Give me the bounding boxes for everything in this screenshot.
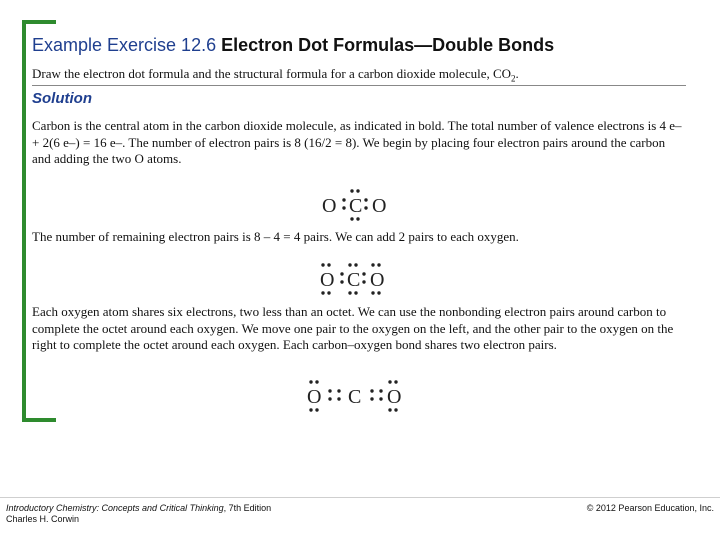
- oxygen-atom-right: O: [387, 386, 402, 408]
- lewis-structure-step-1: [316, 184, 396, 224]
- book-edition: , 7th Edition: [223, 503, 272, 513]
- exercise-label: Example Exercise 12.6: [32, 35, 217, 55]
- solution-heading: Solution: [32, 90, 92, 107]
- solution-paragraph-3: Each oxygen atom shares six electrons, two less than an octet. We can use the nonbonding electron pairs around carbon to complete the octet around each oxygen. We move one pair to the oxygen on the left, and the other pair to the oxygen on the right to complete the octet around each oxygen. Each carbon–oxygen bond shares two electron pairs.: [32, 304, 674, 352]
- problem-subscript: 2: [511, 73, 516, 84]
- exercise-topic: Electron Dot Formulas—Double Bonds: [221, 35, 555, 55]
- book-title: Introductory Chemistry: Concepts and Critical Thinking: [6, 503, 224, 513]
- lewis-structure-final: [303, 375, 413, 415]
- page-title: [32, 35, 554, 56]
- problem-text: Draw the electron dot formula and the structural formula for a carbon dioxide molecule, CO: [32, 66, 512, 81]
- footer-citation: [6, 503, 271, 525]
- solution-paragraph-1: Carbon is the central atom in the carbon dioxide molecule, as indicated in bold. The total number of valence electrons is 4 e– + 2(6 e–) = 16 e–. The number of electron pairs is 8 (16/2 = 8). We begin by placing four electron pairs around the carbon and adding the two O atoms.: [32, 118, 682, 166]
- solution-paragraph-2: The number of remaining electron pairs is 8 – 4 = 4 pairs. We can add 2 pairs to each oxygen.: [32, 229, 519, 244]
- oxygen-atom-left: O: [320, 269, 335, 291]
- carbon-atom: C: [349, 195, 363, 217]
- problem-statement: [32, 66, 682, 84]
- oxygen-atom-left: O: [307, 386, 322, 408]
- oxygen-atom-right: O: [372, 195, 387, 217]
- oxygen-atom-left: O: [322, 195, 337, 217]
- lewis-structure-step-2: [314, 258, 394, 298]
- book-author: Charles H. Corwin: [6, 514, 80, 524]
- carbon-atom: C: [347, 269, 361, 291]
- footer-divider: [0, 497, 720, 498]
- copyright-notice: © 2012 Pearson Education, Inc.: [586, 503, 714, 513]
- problem-end: .: [515, 66, 519, 81]
- carbon-atom: C: [348, 386, 362, 408]
- oxygen-atom-right: O: [370, 269, 385, 291]
- section-divider: [32, 85, 686, 86]
